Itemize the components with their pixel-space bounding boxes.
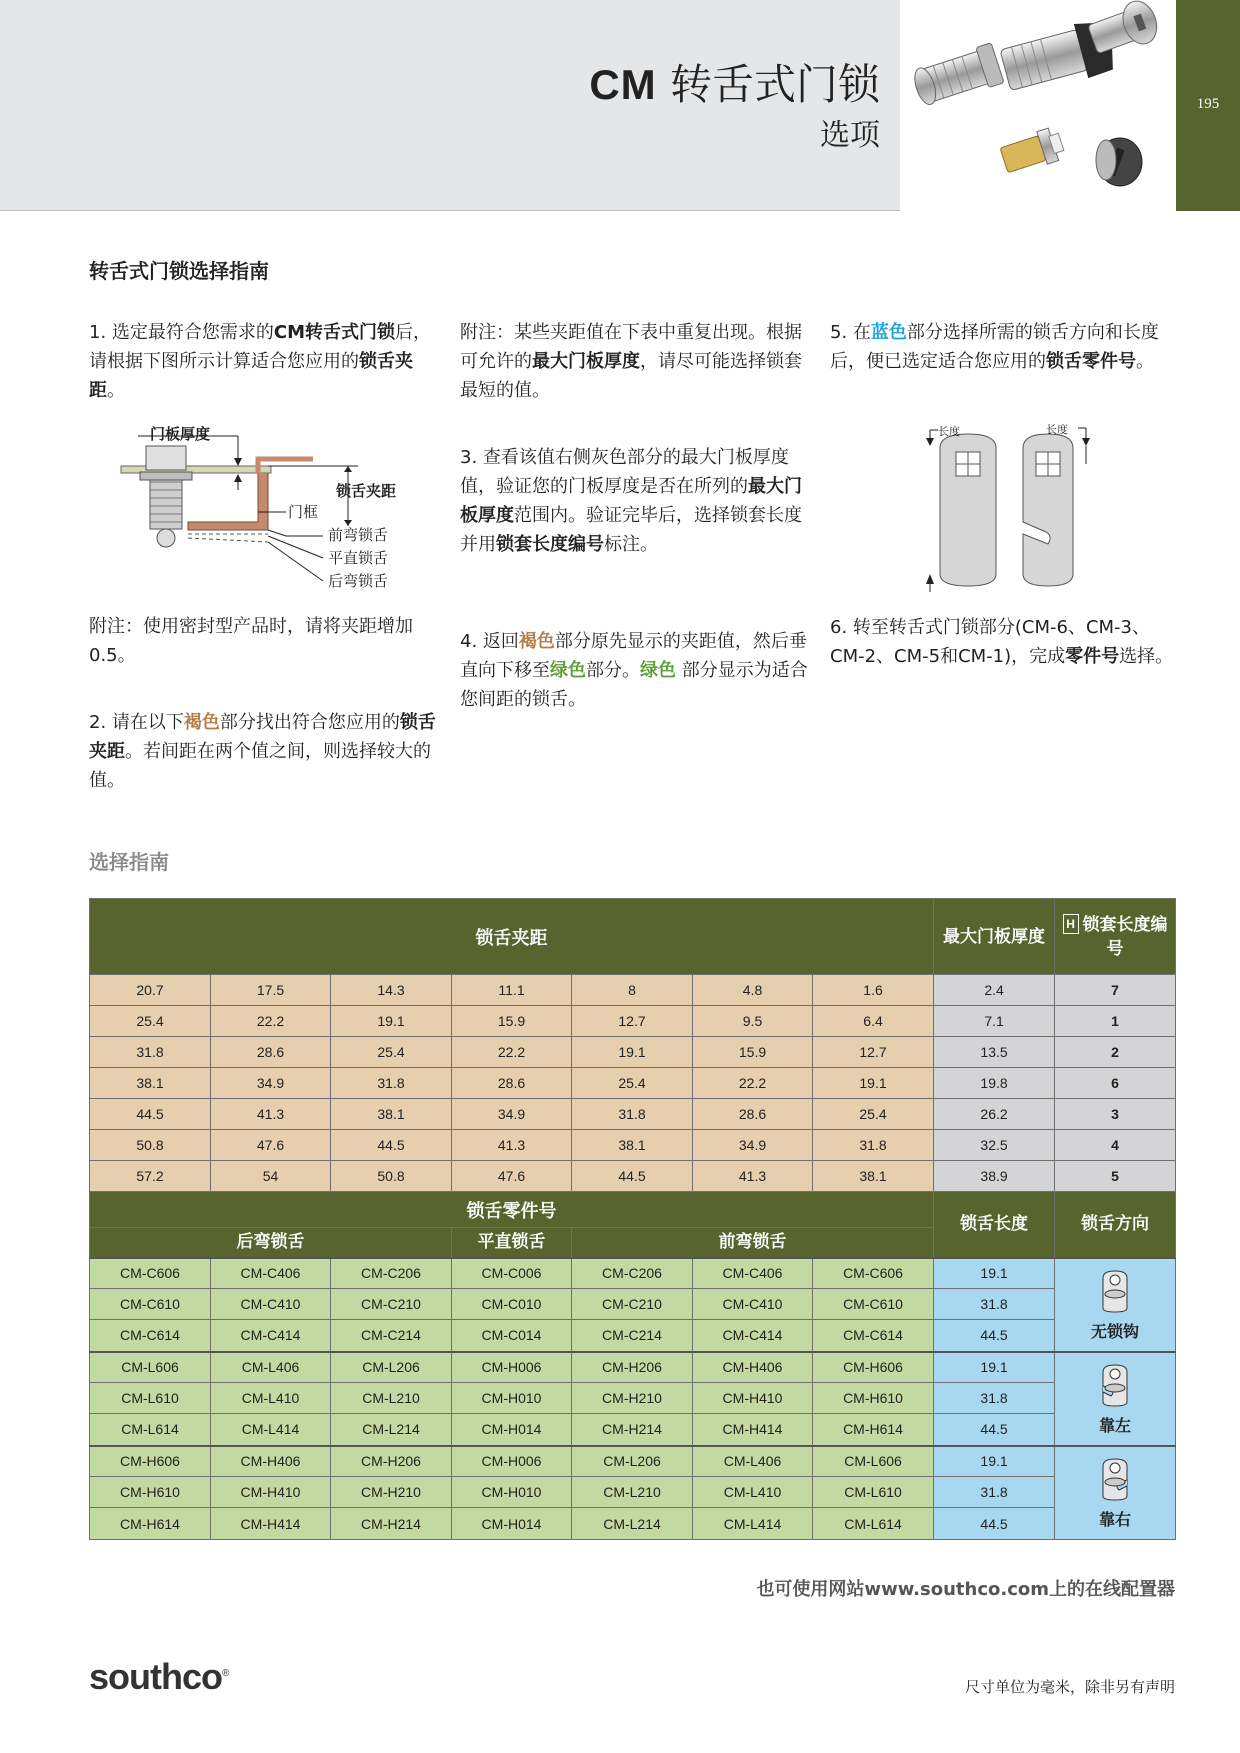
grip-cell: 38.1 xyxy=(90,1068,211,1099)
part-number-cell: CM-H606 xyxy=(813,1352,934,1383)
grip-cell: 22.2 xyxy=(693,1068,813,1099)
back-bent-header: 后弯锁舌 xyxy=(90,1228,452,1258)
part-number-cell: CM-C606 xyxy=(90,1258,211,1289)
grip-cell: 28.6 xyxy=(693,1099,813,1130)
part-row xyxy=(90,1477,1176,1508)
part-number-cell: CM-C206 xyxy=(572,1258,693,1289)
part-number-cell: CM-L614 xyxy=(813,1508,934,1540)
part-row xyxy=(90,1508,1176,1540)
part-number-cell: CM-L210 xyxy=(331,1383,452,1414)
part-number-cell: CM-L414 xyxy=(693,1508,813,1540)
units-note: 尺寸单位为毫米，除非另有声明 xyxy=(964,1678,1175,1696)
part-number-header: 锁舌零件号 xyxy=(90,1192,934,1228)
grip-row xyxy=(90,1130,1176,1161)
svg-text:长度: 长度 xyxy=(938,425,960,438)
housing-code-cell: 2 xyxy=(1055,1037,1176,1068)
part-number-cell: CM-H006 xyxy=(452,1446,572,1477)
grip-cell: 31.8 xyxy=(331,1068,452,1099)
grip-cell: 50.8 xyxy=(90,1130,211,1161)
grip-cell: 31.8 xyxy=(572,1099,693,1130)
grip-cell: 44.5 xyxy=(90,1099,211,1130)
cam-direction-label: 靠左 xyxy=(1099,1417,1132,1435)
grip-cell: 47.6 xyxy=(452,1161,572,1192)
grip-cell: 6.4 xyxy=(813,1006,934,1037)
part-number-cell: CM-H606 xyxy=(90,1446,211,1477)
step2-text: 2. 请在以下褐色部分找出符合您应用的锁舌夹距。若间距在两个值之间，则选择较大的值。 xyxy=(89,712,436,791)
grip-cell: 41.3 xyxy=(693,1161,813,1192)
grip-cell: 17.5 xyxy=(211,975,331,1006)
max-thickness-cell: 2.4 xyxy=(934,975,1055,1006)
part-number-cell: CM-H010 xyxy=(452,1477,572,1508)
cam-direction-cell xyxy=(1055,1258,1176,1352)
part-number-cell: CM-C410 xyxy=(211,1289,331,1320)
part-number-cell: CM-H014 xyxy=(452,1508,572,1540)
part-number-cell: CM-H206 xyxy=(331,1446,452,1477)
grip-cell: 34.9 xyxy=(452,1099,572,1130)
grip-cell: 38.1 xyxy=(331,1099,452,1130)
grip-row xyxy=(90,1037,1176,1068)
page-subtitle: 选项 xyxy=(820,118,880,153)
part-number-cell: CM-L210 xyxy=(572,1477,693,1508)
step1-text: 1. 选定最符合您需求的CM转舌式门锁后，请根据下图所示计算适合您应用的锁舌夹距。 xyxy=(89,322,432,401)
grip-cell: 34.9 xyxy=(693,1130,813,1161)
grip-diagram xyxy=(118,426,408,596)
max-thickness-cell: 19.8 xyxy=(934,1068,1055,1099)
part-number-cell: CM-L410 xyxy=(211,1383,331,1414)
grip-cell: 31.8 xyxy=(813,1130,934,1161)
cam-lock-photo-icon xyxy=(900,0,1176,211)
part-number-cell: CM-L206 xyxy=(331,1352,452,1383)
online-configurator-note: 也可使用网站www.southco.com上的在线配置器 xyxy=(756,1579,1175,1600)
southco-logo: southco® xyxy=(89,1656,229,1697)
part-number-cell: CM-H614 xyxy=(90,1508,211,1540)
cam-length-cell: 31.8 xyxy=(934,1289,1055,1320)
part-number-cell: CM-C210 xyxy=(331,1289,452,1320)
part-number-cell: CM-H010 xyxy=(452,1383,572,1414)
part-number-cell: CM-H406 xyxy=(693,1352,813,1383)
cam-length-cell: 31.8 xyxy=(934,1383,1055,1414)
cam-hook-left-icon xyxy=(1055,1362,1175,1413)
max-thickness-cell: 13.5 xyxy=(934,1037,1055,1068)
part-number-cell: CM-L406 xyxy=(693,1446,813,1477)
part-number-cell: CM-H206 xyxy=(572,1352,693,1383)
h-symbol-icon: H xyxy=(1063,914,1079,934)
part-number-cell: CM-L214 xyxy=(331,1414,452,1446)
part-number-cell: CM-C206 xyxy=(331,1258,452,1289)
part-number-cell: CM-C610 xyxy=(90,1289,211,1320)
cam-direction-cell xyxy=(1055,1446,1176,1540)
svg-text:门框: 门框 xyxy=(288,503,319,521)
part-number-cell: CM-H610 xyxy=(813,1383,934,1414)
cam-length-cell: 44.5 xyxy=(934,1414,1055,1446)
part-number-cell: CM-L610 xyxy=(90,1383,211,1414)
product-photo xyxy=(900,0,1176,211)
cam-direction-header: 锁舌方向 xyxy=(1055,1192,1176,1258)
part-number-cell: CM-H014 xyxy=(452,1414,572,1446)
grip-cell: 19.1 xyxy=(813,1068,934,1099)
part-number-cell: CM-C610 xyxy=(813,1289,934,1320)
part-number-cell: CM-L614 xyxy=(90,1414,211,1446)
part-number-cell: CM-C414 xyxy=(211,1320,331,1352)
grip-cell: 57.2 xyxy=(90,1161,211,1192)
grip-row xyxy=(90,975,1176,1006)
part-number-cell: CM-C410 xyxy=(693,1289,813,1320)
part-number-cell: CM-H410 xyxy=(211,1477,331,1508)
max-thickness-cell: 26.2 xyxy=(934,1099,1055,1130)
part-row xyxy=(90,1258,1176,1289)
max-thickness-cell: 7.1 xyxy=(934,1006,1055,1037)
part-number-cell: CM-C214 xyxy=(572,1320,693,1352)
cam-length-diagram xyxy=(918,424,1098,594)
housing-code-cell: 3 xyxy=(1055,1099,1176,1130)
selection-table xyxy=(89,898,1176,1540)
cam-no-hook-icon xyxy=(1055,1268,1175,1319)
grip-cell: 50.8 xyxy=(331,1161,452,1192)
grip-cell: 15.9 xyxy=(452,1006,572,1037)
grip-row xyxy=(90,1161,1176,1192)
svg-text:后弯锁舌: 后弯锁舌 xyxy=(328,572,389,590)
part-number-cell: CM-C014 xyxy=(452,1320,572,1352)
part-number-cell: CM-H006 xyxy=(452,1352,572,1383)
grip-cell: 54 xyxy=(211,1161,331,1192)
svg-text:前弯锁舌: 前弯锁舌 xyxy=(328,526,389,544)
part-number-cell: CM-C210 xyxy=(572,1289,693,1320)
step4-text: 4. 返回褐色部分原先显示的夹距值，然后垂直向下移至绿色部分。绿色 部分显示为适合您间距的锁舌。 xyxy=(460,631,808,710)
housing-code-cell: 1 xyxy=(1055,1006,1176,1037)
part-row xyxy=(90,1446,1176,1477)
part-number-cell: CM-H214 xyxy=(331,1508,452,1540)
grip-cell: 19.1 xyxy=(331,1006,452,1037)
cam-length-cell: 44.5 xyxy=(934,1508,1055,1540)
cam-hook-right-icon xyxy=(1055,1456,1175,1507)
page-number: 195 xyxy=(1196,96,1220,112)
cam-length-header: 锁舌长度 xyxy=(934,1192,1055,1258)
grip-cell: 9.5 xyxy=(693,1006,813,1037)
part-row xyxy=(90,1383,1176,1414)
part-number-cell: CM-C414 xyxy=(693,1320,813,1352)
grip-cell: 20.7 xyxy=(90,975,211,1006)
cam-direction-cell xyxy=(1055,1352,1176,1446)
part-number-cell: CM-H210 xyxy=(572,1383,693,1414)
step6-text: 6. 转至转舌式门锁部分(CM-6、CM-3、CM-2、CM-5和CM-1)，完成零件号选择。 xyxy=(830,617,1174,667)
part-number-cell: CM-H210 xyxy=(331,1477,452,1508)
grip-row xyxy=(90,1006,1176,1037)
grip-cell: 28.6 xyxy=(452,1068,572,1099)
part-number-cell: CM-H406 xyxy=(211,1446,331,1477)
cam-direction-label: 靠右 xyxy=(1099,1511,1132,1529)
grip-cell: 4.8 xyxy=(693,975,813,1006)
grip-cell: 11.1 xyxy=(452,975,572,1006)
part-number-cell: CM-L206 xyxy=(572,1446,693,1477)
part-number-cell: CM-H410 xyxy=(693,1383,813,1414)
cam-length-cell: 31.8 xyxy=(934,1477,1055,1508)
part-number-cell: CM-H414 xyxy=(211,1508,331,1540)
part-row xyxy=(90,1352,1176,1383)
part-number-cell: CM-C406 xyxy=(693,1258,813,1289)
part-number-cell: CM-C606 xyxy=(813,1258,934,1289)
part-number-cell: CM-L414 xyxy=(211,1414,331,1446)
part-number-cell: CM-C214 xyxy=(331,1320,452,1352)
grip-header: 锁舌夹距 xyxy=(90,899,934,975)
svg-text:平直锁舌: 平直锁舌 xyxy=(328,549,389,567)
part-number-cell: CM-H614 xyxy=(813,1414,934,1446)
grip-cell: 38.1 xyxy=(813,1161,934,1192)
title-cm: CM xyxy=(589,61,657,108)
max-thickness-cell: 32.5 xyxy=(934,1130,1055,1161)
grip-cell: 41.3 xyxy=(211,1099,331,1130)
guide-title: 转舌式门锁选择指南 xyxy=(89,259,269,283)
part-number-cell: CM-L606 xyxy=(813,1446,934,1477)
part-row xyxy=(90,1289,1176,1320)
part-number-cell: CM-L214 xyxy=(572,1508,693,1540)
grip-row xyxy=(90,1099,1176,1130)
grip-cell: 25.4 xyxy=(572,1068,693,1099)
grip-cell: 25.4 xyxy=(90,1006,211,1037)
part-row xyxy=(90,1414,1176,1446)
grip-cell: 25.4 xyxy=(813,1099,934,1130)
note-repeat: 附注：某些夹距值在下表中重复出现。根据可允许的最大门板厚度，请尽可能选择锁套最短的值。 xyxy=(460,322,802,401)
grip-cell: 14.3 xyxy=(331,975,452,1006)
grip-row xyxy=(90,1068,1176,1099)
grip-cell: 1.6 xyxy=(813,975,934,1006)
grip-cell: 28.6 xyxy=(211,1037,331,1068)
cam-length-cell: 19.1 xyxy=(934,1258,1055,1289)
grip-cell: 41.3 xyxy=(452,1130,572,1161)
grip-cell: 47.6 xyxy=(211,1130,331,1161)
grip-cell: 44.5 xyxy=(331,1130,452,1161)
part-number-cell: CM-C006 xyxy=(452,1258,572,1289)
part-number-cell: CM-C406 xyxy=(211,1258,331,1289)
grip-cell: 22.2 xyxy=(211,1006,331,1037)
grip-cell: 8 xyxy=(572,975,693,1006)
part-number-cell: CM-L410 xyxy=(693,1477,813,1508)
cam-length-cell: 19.1 xyxy=(934,1352,1055,1383)
part-number-cell: CM-L610 xyxy=(813,1477,934,1508)
part-number-cell: CM-L406 xyxy=(211,1352,331,1383)
part-number-cell: CM-H214 xyxy=(572,1414,693,1446)
housing-code-cell: 5 xyxy=(1055,1161,1176,1192)
part-number-cell: CM-L606 xyxy=(90,1352,211,1383)
cam-length-cell: 44.5 xyxy=(934,1320,1055,1352)
step5-text: 5. 在蓝色部分选择所需的锁舌方向和长度后，便已选定适合您应用的锁舌零件号。 xyxy=(830,322,1159,372)
grip-cell: 12.7 xyxy=(813,1037,934,1068)
cam-length-cell: 19.1 xyxy=(934,1446,1055,1477)
housing-code-cell: 7 xyxy=(1055,975,1176,1006)
cam-direction-label: 无锁钩 xyxy=(1091,1323,1140,1341)
step3-text: 3. 查看该值右侧灰色部分的最大门板厚度值，验证您的门板厚度是否在所列的最大门板厚度范围内。验证完毕后，选择锁套长度并用锁套长度编号标注。 xyxy=(460,447,802,555)
grip-cell: 44.5 xyxy=(572,1161,693,1192)
selection-guide-title: 选择指南 xyxy=(89,850,169,874)
part-number-cell: CM-H610 xyxy=(90,1477,211,1508)
grip-cell: 22.2 xyxy=(452,1037,572,1068)
housing-code-header: H 锁套长度编号 xyxy=(1055,899,1176,975)
part-number-cell: CM-C614 xyxy=(90,1320,211,1352)
part-number-cell: CM-H414 xyxy=(693,1414,813,1446)
grip-cell: 19.1 xyxy=(572,1037,693,1068)
svg-text:锁舌夹距: 锁舌夹距 xyxy=(336,482,397,500)
grip-cell: 34.9 xyxy=(211,1068,331,1099)
part-row xyxy=(90,1320,1176,1352)
svg-text:门板厚度: 门板厚度 xyxy=(150,426,211,443)
housing-code-cell: 6 xyxy=(1055,1068,1176,1099)
grip-cell: 25.4 xyxy=(331,1037,452,1068)
page-title xyxy=(589,52,880,112)
svg-text:长度: 长度 xyxy=(1046,424,1068,436)
part-number-cell: CM-C614 xyxy=(813,1320,934,1352)
grip-cell: 15.9 xyxy=(693,1037,813,1068)
max-thickness-header: 最大门板厚度 xyxy=(934,899,1055,975)
housing-code-cell: 4 xyxy=(1055,1130,1176,1161)
grip-cell: 12.7 xyxy=(572,1006,693,1037)
title-rest: 转舌式门锁 xyxy=(656,60,880,109)
grip-cell: 31.8 xyxy=(90,1037,211,1068)
note-seal: 附注：使用密封型产品时，请将夹距增加 0.5。 xyxy=(89,616,413,666)
straight-header: 平直锁舌 xyxy=(452,1228,572,1258)
part-number-cell: CM-C010 xyxy=(452,1289,572,1320)
max-thickness-cell: 38.9 xyxy=(934,1161,1055,1192)
forward-bent-header: 前弯锁舌 xyxy=(572,1228,934,1258)
grip-cell: 38.1 xyxy=(572,1130,693,1161)
